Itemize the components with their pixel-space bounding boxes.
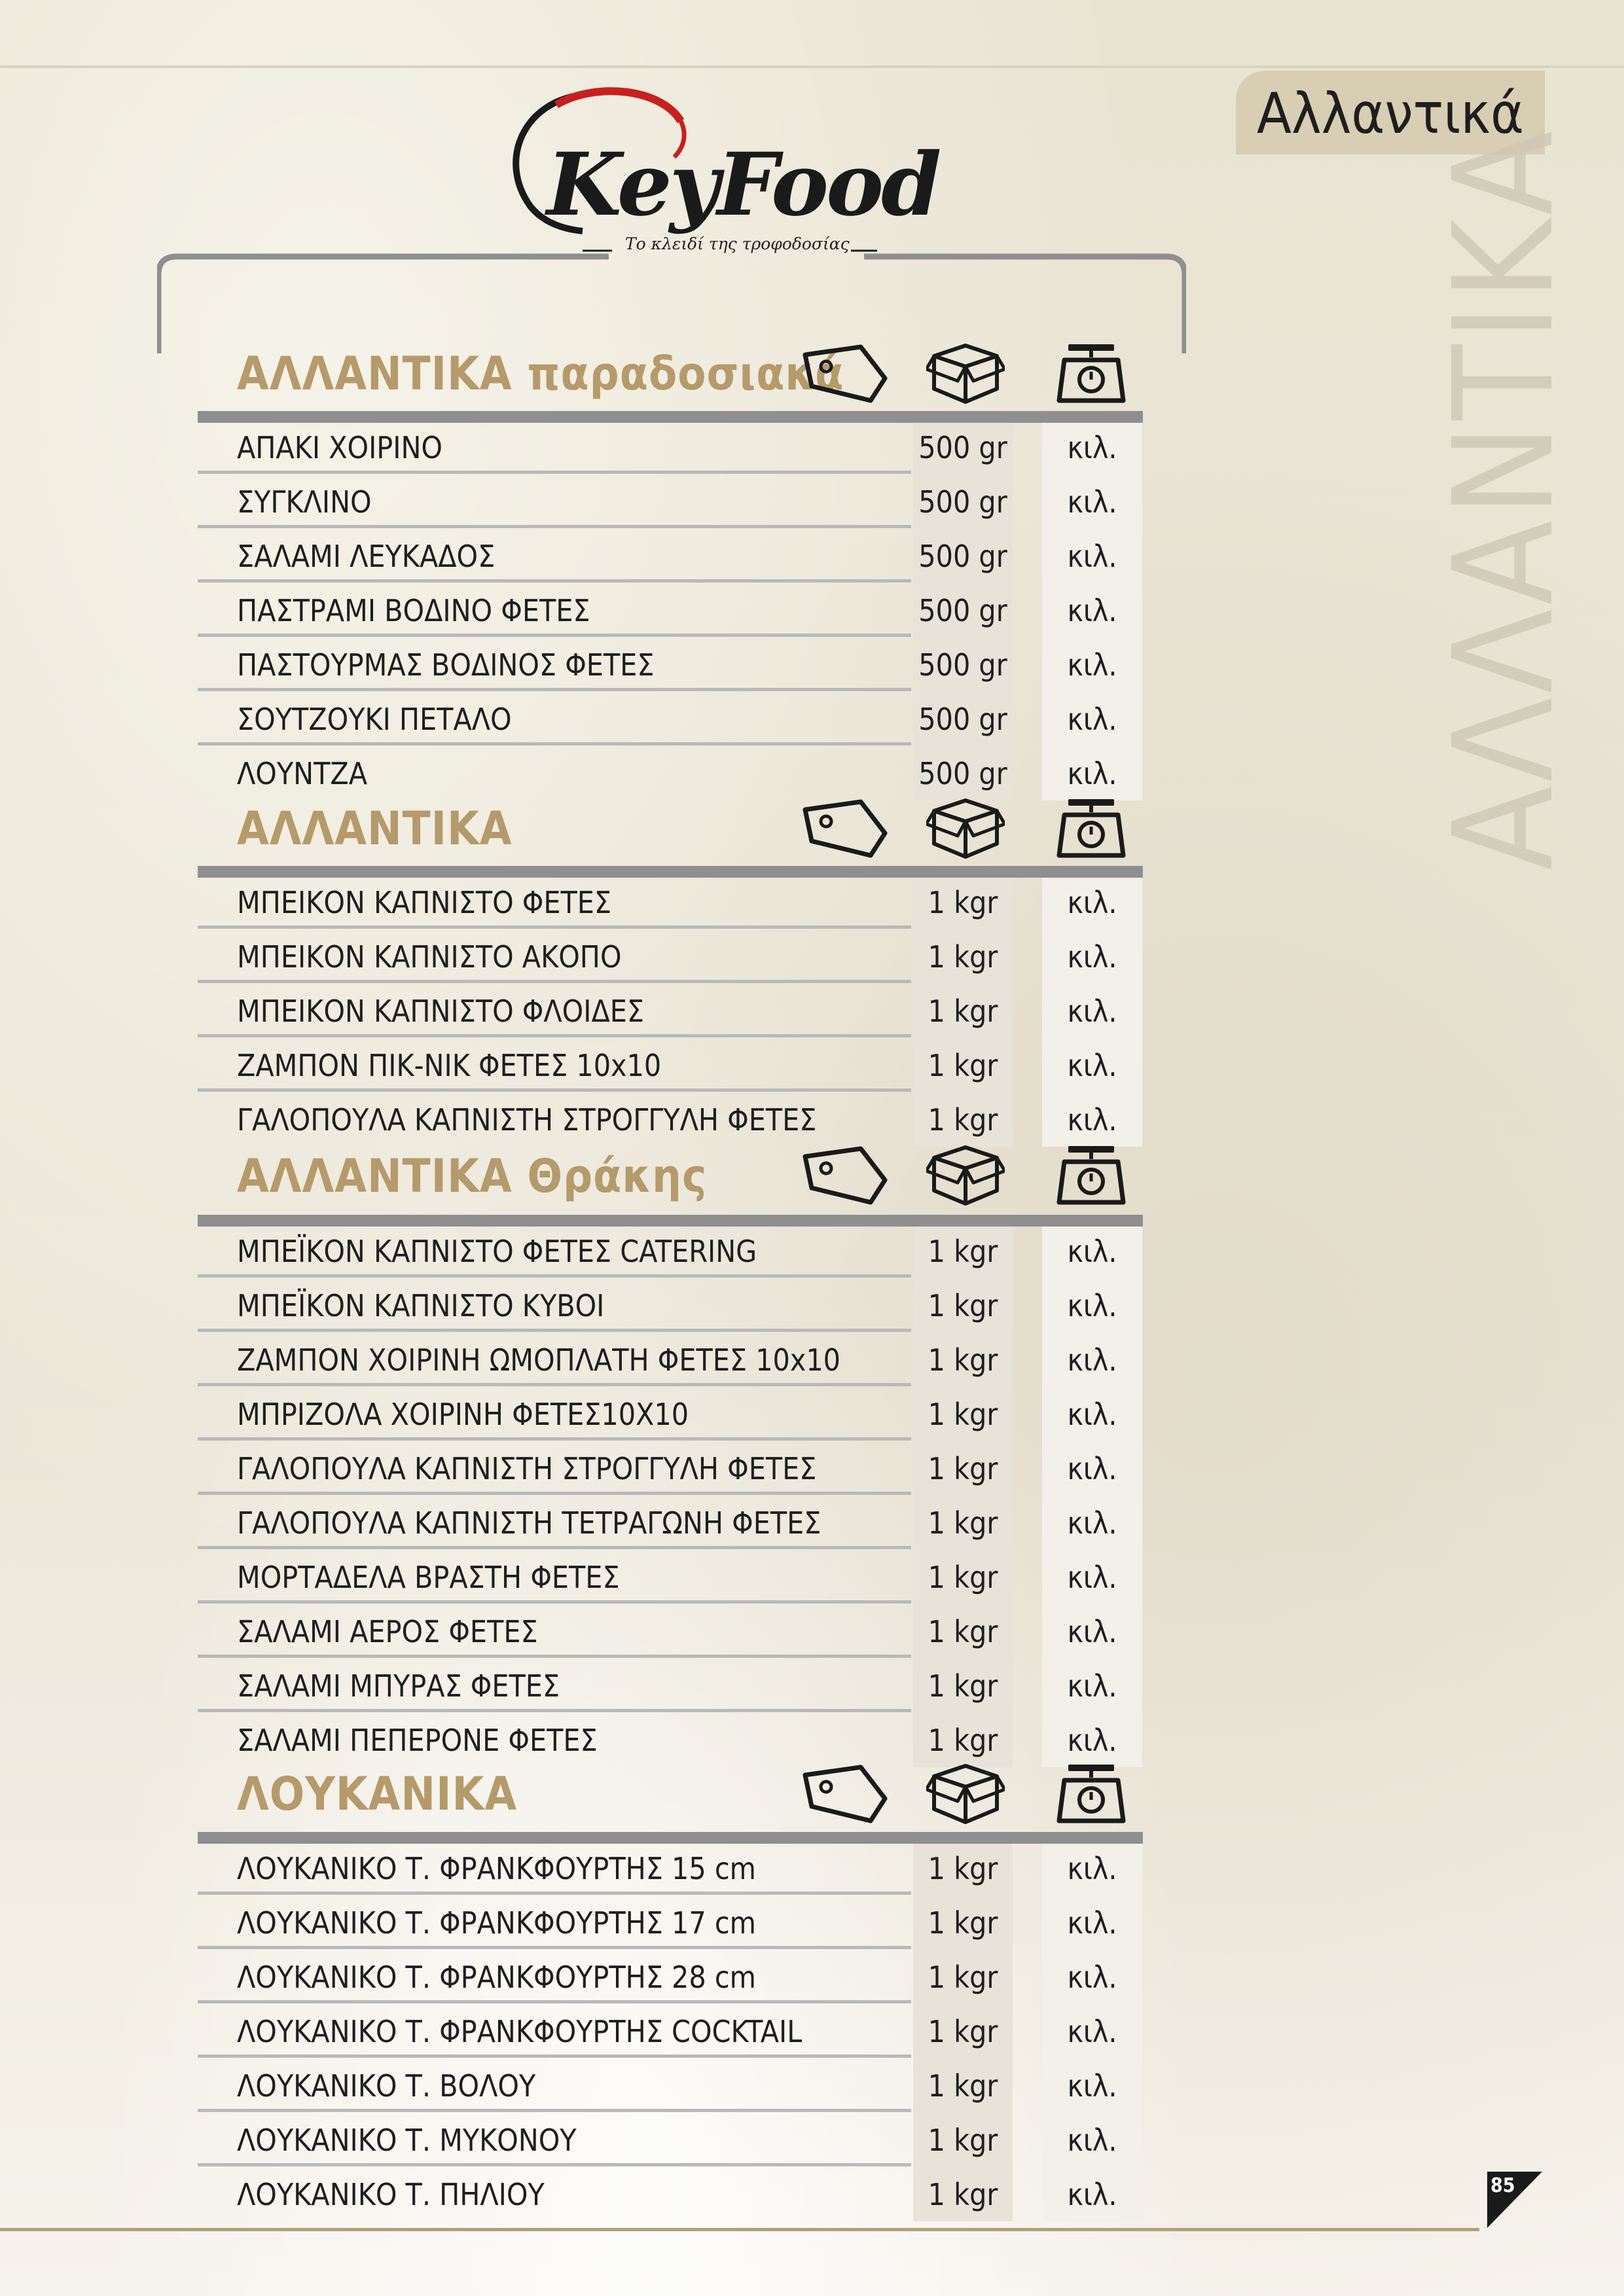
product-name: ΣΑΛΑΜΙ ΑΕΡΟΣ ΦΕΤΕΣ bbox=[237, 1614, 538, 1649]
product-weight: 500 gr bbox=[918, 593, 1007, 628]
product-row bbox=[198, 1040, 1143, 1094]
product-row bbox=[198, 2115, 1143, 2169]
product-row bbox=[198, 1389, 1143, 1443]
product-weight: 500 gr bbox=[918, 647, 1007, 683]
product-unit: κιλ. bbox=[1067, 1505, 1117, 1541]
product-weight: 500 gr bbox=[918, 702, 1007, 737]
product-row bbox=[198, 2060, 1143, 2115]
row-divider bbox=[198, 2000, 911, 2003]
product-name: ΜΠΕΙΚΟΝ ΚΑΠΝΙΣΤΟ ΑΚΟΠΟ bbox=[237, 939, 622, 975]
row-divider bbox=[198, 525, 911, 528]
product-unit: κιλ. bbox=[1067, 2177, 1117, 2212]
product-weight: 1 kgr bbox=[928, 994, 998, 1029]
product-unit: κιλ. bbox=[1067, 593, 1117, 628]
section-title: ΑΛΛΑΝΤΙΚΑ παραδοσιακά bbox=[237, 347, 844, 401]
product-name: ΛΟΥΚΑΝΙΚΟ Τ. ΦΡΑΝΚΦΟΥΡΤΗΣ COCKTAIL bbox=[237, 2014, 803, 2049]
product-unit: κιλ. bbox=[1067, 1342, 1117, 1378]
section-header-bar bbox=[198, 1215, 1143, 1227]
product-weight: 1 kgr bbox=[928, 1451, 998, 1486]
row-divider bbox=[198, 742, 911, 745]
section-header-bar bbox=[198, 411, 1143, 423]
product-unit: κιλ. bbox=[1067, 994, 1117, 1029]
product-name: ΜΟΡΤΑΔΕΛΑ ΒΡΑΣΤΗ ΦΕΤΕΣ bbox=[237, 1560, 620, 1595]
box-icon bbox=[926, 1142, 1005, 1210]
product-weight: 500 gr bbox=[918, 756, 1007, 791]
product-unit: κιλ. bbox=[1067, 647, 1117, 683]
price-tag-icon bbox=[799, 1761, 890, 1829]
box-icon bbox=[926, 795, 1005, 863]
section-title: ΑΛΛΑΝΤΙΚΑ Θράκης bbox=[237, 1149, 708, 1203]
product-row bbox=[198, 476, 1143, 531]
price-tag-icon bbox=[799, 1142, 890, 1210]
bottom-rule bbox=[0, 2228, 1479, 2231]
product-unit: κιλ. bbox=[1067, 2014, 1117, 2049]
product-name: ΛΟΥΝΤΖΑ bbox=[237, 756, 368, 791]
product-weight: 1 kgr bbox=[928, 1614, 998, 1649]
row-divider bbox=[198, 2109, 911, 2112]
scale-icon bbox=[1055, 1142, 1127, 1210]
product-unit: κιλ. bbox=[1067, 1960, 1117, 1995]
product-name: ΛΟΥΚΑΝΙΚΟ Τ. ΦΡΑΝΚΦΟΥΡΤΗΣ 28 cm bbox=[237, 1960, 756, 1995]
product-weight: 1 kgr bbox=[928, 1048, 998, 1083]
row-divider bbox=[198, 1088, 911, 1092]
table-bracket bbox=[157, 249, 1186, 353]
product-weight: 1 kgr bbox=[928, 1668, 998, 1704]
product-name: ΓΑΛΟΠΟΥΛΑ ΚΑΠΝΙΣΤΗ ΣΤΡΟΓΓΥΛΗ ΦΕΤΕΣ bbox=[237, 1102, 817, 1138]
row-divider bbox=[198, 980, 911, 983]
product-unit: κιλ. bbox=[1067, 539, 1117, 574]
product-name: ΛΟΥΚΑΝΙΚΟ Τ. ΦΡΑΝΚΦΟΥΡΤΗΣ 15 cm bbox=[237, 1851, 756, 1886]
row-divider bbox=[198, 925, 911, 929]
product-name: ΓΑΛΟΠΟΥΛΑ ΚΑΠΝΙΣΤΗ ΤΕΤΡΑΓΩΝΗ ΦΕΤΕΣ bbox=[237, 1505, 821, 1541]
section-header-bar bbox=[198, 866, 1143, 878]
product-unit: κιλ. bbox=[1067, 430, 1117, 465]
product-unit: κιλ. bbox=[1067, 1048, 1117, 1083]
box-icon bbox=[926, 1761, 1005, 1829]
row-divider bbox=[198, 634, 911, 637]
product-weight: 1 kgr bbox=[928, 1505, 998, 1541]
product-weight: 1 kgr bbox=[928, 1288, 998, 1323]
product-row bbox=[198, 531, 1143, 585]
product-row bbox=[198, 1498, 1143, 1552]
product-name: ΓΑΛΟΠΟΥΛΑ ΚΑΠΝΙΣΤΗ ΣΤΡΟΓΓΥΛΗ ΦΕΤΕΣ bbox=[237, 1451, 817, 1486]
product-unit: κιλ. bbox=[1067, 1905, 1117, 1941]
price-tag-icon bbox=[799, 795, 890, 863]
product-name: ΣΥΓΚΛΙΝΟ bbox=[237, 484, 372, 520]
product-unit: κιλ. bbox=[1067, 885, 1117, 920]
product-row bbox=[198, 1843, 1143, 1897]
product-name: ΛΟΥΚΑΝΙΚΟ Τ. ΒΟΛΟΥ bbox=[237, 2068, 536, 2104]
product-row bbox=[198, 1094, 1143, 1149]
product-weight: 1 kgr bbox=[928, 2068, 998, 2104]
row-divider bbox=[198, 2054, 911, 2058]
row-divider bbox=[198, 1383, 911, 1386]
product-unit: κιλ. bbox=[1067, 1668, 1117, 1704]
product-name: ΜΠΕΪΚΟΝ ΚΑΠΝΙΣΤΟ ΚΥΒΟΙ bbox=[237, 1288, 605, 1323]
product-weight: 1 kgr bbox=[928, 939, 998, 975]
product-name: ΠΑΣΤΡΑΜΙ ΒΟΔΙΝΟ ΦΕΤΕΣ bbox=[237, 593, 590, 628]
product-row bbox=[198, 585, 1143, 639]
row-divider bbox=[198, 1546, 911, 1549]
product-unit: κιλ. bbox=[1067, 2068, 1117, 2104]
product-row bbox=[198, 694, 1143, 748]
product-name: ΣΑΛΑΜΙ ΛΕΥΚΑΔΟΣ bbox=[237, 539, 496, 574]
product-row bbox=[198, 1552, 1143, 1606]
product-name: ΜΠΡΙΖΟΛΑ ΧΟΙΡΙΝΗ ΦΕΤΕΣ10Χ10 bbox=[237, 1397, 689, 1432]
product-weight: 1 kgr bbox=[928, 1960, 998, 1995]
product-unit: κιλ. bbox=[1067, 1451, 1117, 1486]
row-divider bbox=[198, 1892, 911, 1895]
product-unit: κιλ. bbox=[1067, 1560, 1117, 1595]
row-divider bbox=[198, 1329, 911, 1332]
product-unit: κιλ. bbox=[1067, 756, 1117, 791]
product-unit: κιλ. bbox=[1067, 1288, 1117, 1323]
row-divider bbox=[198, 1946, 911, 1949]
product-row bbox=[198, 2169, 1143, 2223]
keyfood-logo bbox=[484, 75, 939, 272]
product-name: ΜΠΕΪΚΟΝ ΚΑΠΝΙΣΤΟ ΦΕΤΕΣ CATERING bbox=[237, 1234, 757, 1269]
product-name: ΣΑΛΑΜΙ ΠΕΠΕΡΟΝΕ ΦΕΤΕΣ bbox=[237, 1723, 598, 1758]
product-unit: κιλ. bbox=[1067, 939, 1117, 975]
product-row bbox=[198, 986, 1143, 1040]
product-weight: 1 kgr bbox=[928, 1234, 998, 1269]
product-name: ΜΠΕΙΚΟΝ ΚΑΠΝΙΣΤΟ ΦΕΤΕΣ bbox=[237, 885, 612, 920]
product-weight: 1 kgr bbox=[928, 1723, 998, 1758]
row-divider bbox=[198, 579, 911, 583]
product-name: ΜΠΕΙΚΟΝ ΚΑΠΝΙΣΤΟ ΦΛΟΙΔΕΣ bbox=[237, 994, 645, 1029]
product-row bbox=[198, 639, 1143, 694]
product-unit: κιλ. bbox=[1067, 1614, 1117, 1649]
section-title: ΛΟΥΚΑΝΙΚΑ bbox=[237, 1767, 518, 1821]
product-name: ΖΑΜΠΟΝ ΧΟΙΡΙΝΗ ΩΜΟΠΛΑΤΗ ΦΕΤΕΣ 10x10 bbox=[237, 1342, 840, 1378]
product-name: ΛΟΥΚΑΝΙΚΟ Τ. ΜΥΚΟΝΟΥ bbox=[237, 2123, 577, 2158]
product-unit: κιλ. bbox=[1067, 702, 1117, 737]
product-name: ΣΟΥΤΖΟΥΚΙ ΠΕΤΑΛΟ bbox=[237, 702, 512, 737]
product-weight: 1 kgr bbox=[928, 2123, 998, 2158]
row-divider bbox=[198, 1600, 911, 1604]
product-name: ΛΟΥΚΑΝΙΚΟ Τ. ΠΗΛΙΟΥ bbox=[237, 2177, 545, 2212]
product-weight: 500 gr bbox=[918, 484, 1007, 520]
scale-icon bbox=[1055, 340, 1127, 408]
product-row bbox=[198, 1280, 1143, 1335]
product-row bbox=[198, 1952, 1143, 2006]
row-divider bbox=[198, 1437, 911, 1441]
row-divider bbox=[198, 1274, 911, 1278]
product-row bbox=[198, 1606, 1143, 1660]
product-row bbox=[198, 1226, 1143, 1280]
product-weight: 1 kgr bbox=[928, 885, 998, 920]
product-weight: 1 kgr bbox=[928, 1397, 998, 1432]
product-weight: 1 kgr bbox=[928, 1905, 998, 1941]
product-row bbox=[198, 1897, 1143, 1952]
section-title: ΑΛΛΑΝΤΙΚΑ bbox=[237, 802, 513, 855]
page-number: 85 bbox=[1490, 2174, 1515, 2197]
row-divider bbox=[198, 471, 911, 474]
product-weight: 1 kgr bbox=[928, 2014, 998, 2049]
product-unit: κιλ. bbox=[1067, 2123, 1117, 2158]
top-rule bbox=[0, 65, 1624, 68]
row-divider bbox=[198, 1709, 911, 1712]
row-divider bbox=[198, 688, 911, 691]
row-divider bbox=[198, 1034, 911, 1037]
price-tag-icon bbox=[799, 340, 890, 408]
product-weight: 1 kgr bbox=[928, 1560, 998, 1595]
vertical-category-title: ΑΛΛΑΝΤΙΚΑ bbox=[1424, 126, 1584, 870]
scale-icon bbox=[1055, 795, 1127, 863]
product-name: ΖΑΜΠΟΝ ΠΙΚ-ΝΙΚ ΦΕΤΕΣ 10x10 bbox=[237, 1048, 662, 1083]
product-row bbox=[198, 422, 1143, 476]
product-name: ΑΠΑΚΙ ΧΟΙΡΙΝΟ bbox=[237, 430, 442, 465]
row-divider bbox=[198, 2163, 911, 2166]
product-unit: κιλ. bbox=[1067, 1851, 1117, 1886]
product-weight: 1 kgr bbox=[928, 2177, 998, 2212]
product-name: ΣΑΛΑΜΙ ΜΠΥΡΑΣ ΦΕΤΕΣ bbox=[237, 1668, 560, 1704]
product-weight: 1 kgr bbox=[928, 1102, 998, 1138]
product-row bbox=[198, 877, 1143, 931]
product-unit: κιλ. bbox=[1067, 484, 1117, 520]
product-row bbox=[198, 1660, 1143, 1715]
product-weight: 500 gr bbox=[918, 539, 1007, 574]
box-icon bbox=[926, 340, 1005, 408]
product-unit: κιλ. bbox=[1067, 1723, 1117, 1758]
product-name: ΠΑΣΤΟΥΡΜΑΣ ΒΟΔΙΝΟΣ ΦΕΤΕΣ bbox=[237, 647, 655, 683]
product-unit: κιλ. bbox=[1067, 1234, 1117, 1269]
section-header-bar bbox=[198, 1832, 1143, 1844]
product-name: ΛΟΥΚΑΝΙΚΟ Τ. ΦΡΑΝΚΦΟΥΡΤΗΣ 17 cm bbox=[237, 1905, 756, 1941]
product-row bbox=[198, 1443, 1143, 1498]
product-row bbox=[198, 2006, 1143, 2060]
product-weight: 1 kgr bbox=[928, 1342, 998, 1378]
category-tab-label: Αλλαντικά bbox=[1256, 81, 1525, 147]
product-row bbox=[198, 1335, 1143, 1389]
row-divider bbox=[198, 1492, 911, 1495]
product-unit: κιλ. bbox=[1067, 1397, 1117, 1432]
product-row bbox=[198, 931, 1143, 986]
logo-tagline: Το κλειδί της τροφοδοσίας bbox=[625, 234, 850, 253]
product-row bbox=[198, 748, 1143, 802]
product-weight: 500 gr bbox=[918, 430, 1007, 465]
scale-icon bbox=[1055, 1761, 1127, 1829]
logo-brand: KeyFood bbox=[547, 134, 939, 236]
product-unit: κιλ. bbox=[1067, 1102, 1117, 1138]
row-divider bbox=[198, 1655, 911, 1658]
product-weight: 1 kgr bbox=[928, 1851, 998, 1886]
